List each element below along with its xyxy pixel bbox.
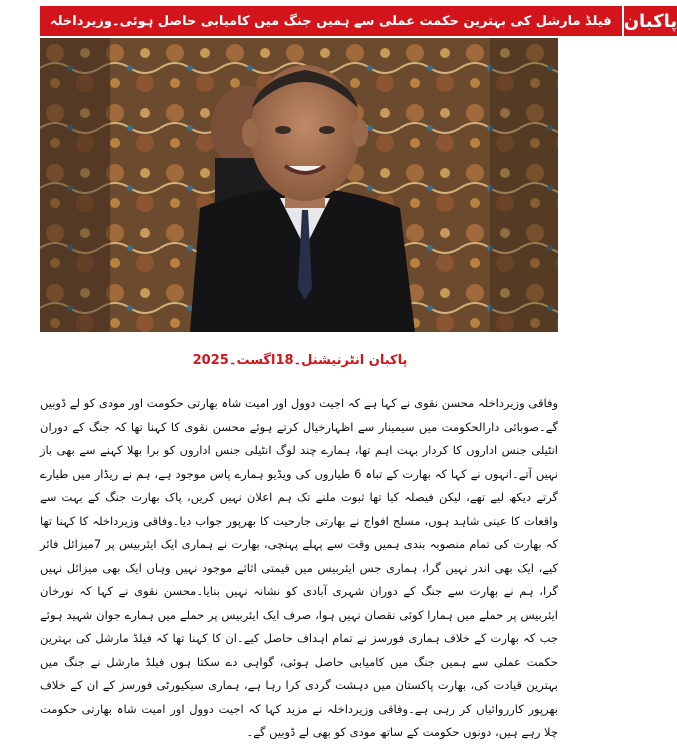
article-body: وفاقی وزیرداخلہ محسن نقوی نے کہا ہے کہ اجیت دوول اور امیت شاہ بھارتی حکومت اور مودی کو لے ڈوبیں گے۔صوبائی دارالحکومت میں سیمینار سے اظہارخیال کرتے ہوئے محسن نقوی کا کہنا تھا کہ جنگ کے دوران انٹیلی جنس اداروں کا کردار بہت اہم تھا، ہمارے چند لوگ انٹیلی جنس اداروں کو برا بھلا کہنے سے بھی باز نہیں آتے۔انہوں نے کہا کہ بھارت کے تباہ 6 طیاروں کی ویڈیو ہمارے پاس موجود ہے، ہم نے ریڈار میں طیارے گرتے دیکھ لیے تھے، لیکن فیصلہ کیا تھا ثبوت ملنے تک ہم اعلان نہیں کریں، پاک بھارت جنگ کے بہت سے واقعات کا عینی شاہد ہوں، مسلح افواج نے بھارتی جارحیت کا بھرپور جواب دیا۔وفاقی وزیرداخلہ کا کہنا تھا کہ بھارت کی تمام منصوبہ بندی ہمیں وقت سے پہلے پہنچی، بھارت نے ہماری ایک ایئربیس پر 7میزائل فائر کیے، ایک بھی اندر نہیں گرا، ہماری جس ایئربیس میں قیمتی اثاثے موجود نہیں وہاں ایک بھی میزائل نہیں گرا، ہم نے بھارت سے جنگ کے دوران شہری آبادی کو نشانہ نہیں بنایا۔محسن نقوی نے کہا کہ نورخان ایئربیس پر حملے میں ہمارا کوئی نقصان نہیں ہوا، صرف ایک ایئربیس پر حملے میں ہمارے جوان شہید ہوئے جب کہ بھارت کے خلاف ہماری فورسز نے تمام اہداف حاصل کیے۔ان کا کہنا تھا کہ فیلڈ مارشل کی بہترین حکمت عملی سے ہمیں جنگ میں کامیابی حاصل ہوئی، گواہی دے سکتا ہوں فیلڈ مارشل نے جنگ میں بہترین قیادت کی، بھارت پاکستان میں دہشت گردی کرا رہا ہے، ہماری سیکیورٹی فورسز کے ان کے خلاف بھرپور کارروائیاں کر رہی ہے۔وفاقی وزیرداخلہ نے مزید کہا کہ اجیت دوول اور امیت شاہ بھارتی حکومت چلا رہے ہیں، دونوں حکومت کے ساتھ مودی کو بھی لے ڈوبیں گے۔ [40, 396, 558, 739]
headline-banner [40, 6, 622, 36]
logo-text: پاکبان [623, 10, 677, 32]
speaker-photo-illustration [40, 38, 558, 332]
dateline: پاکبان انٹرنیشنل۔18اگست۔2025 [192, 353, 408, 368]
brand-logo [622, 6, 677, 36]
speaker-photo [40, 38, 558, 332]
headline-text: فیلڈ مارشل کی بہترین حکمت عملی سے ہمیں جنگ میں کامیابی حاصل ہوئی۔وزیرداخلہ [50, 13, 612, 29]
news-header-bar [40, 6, 677, 36]
